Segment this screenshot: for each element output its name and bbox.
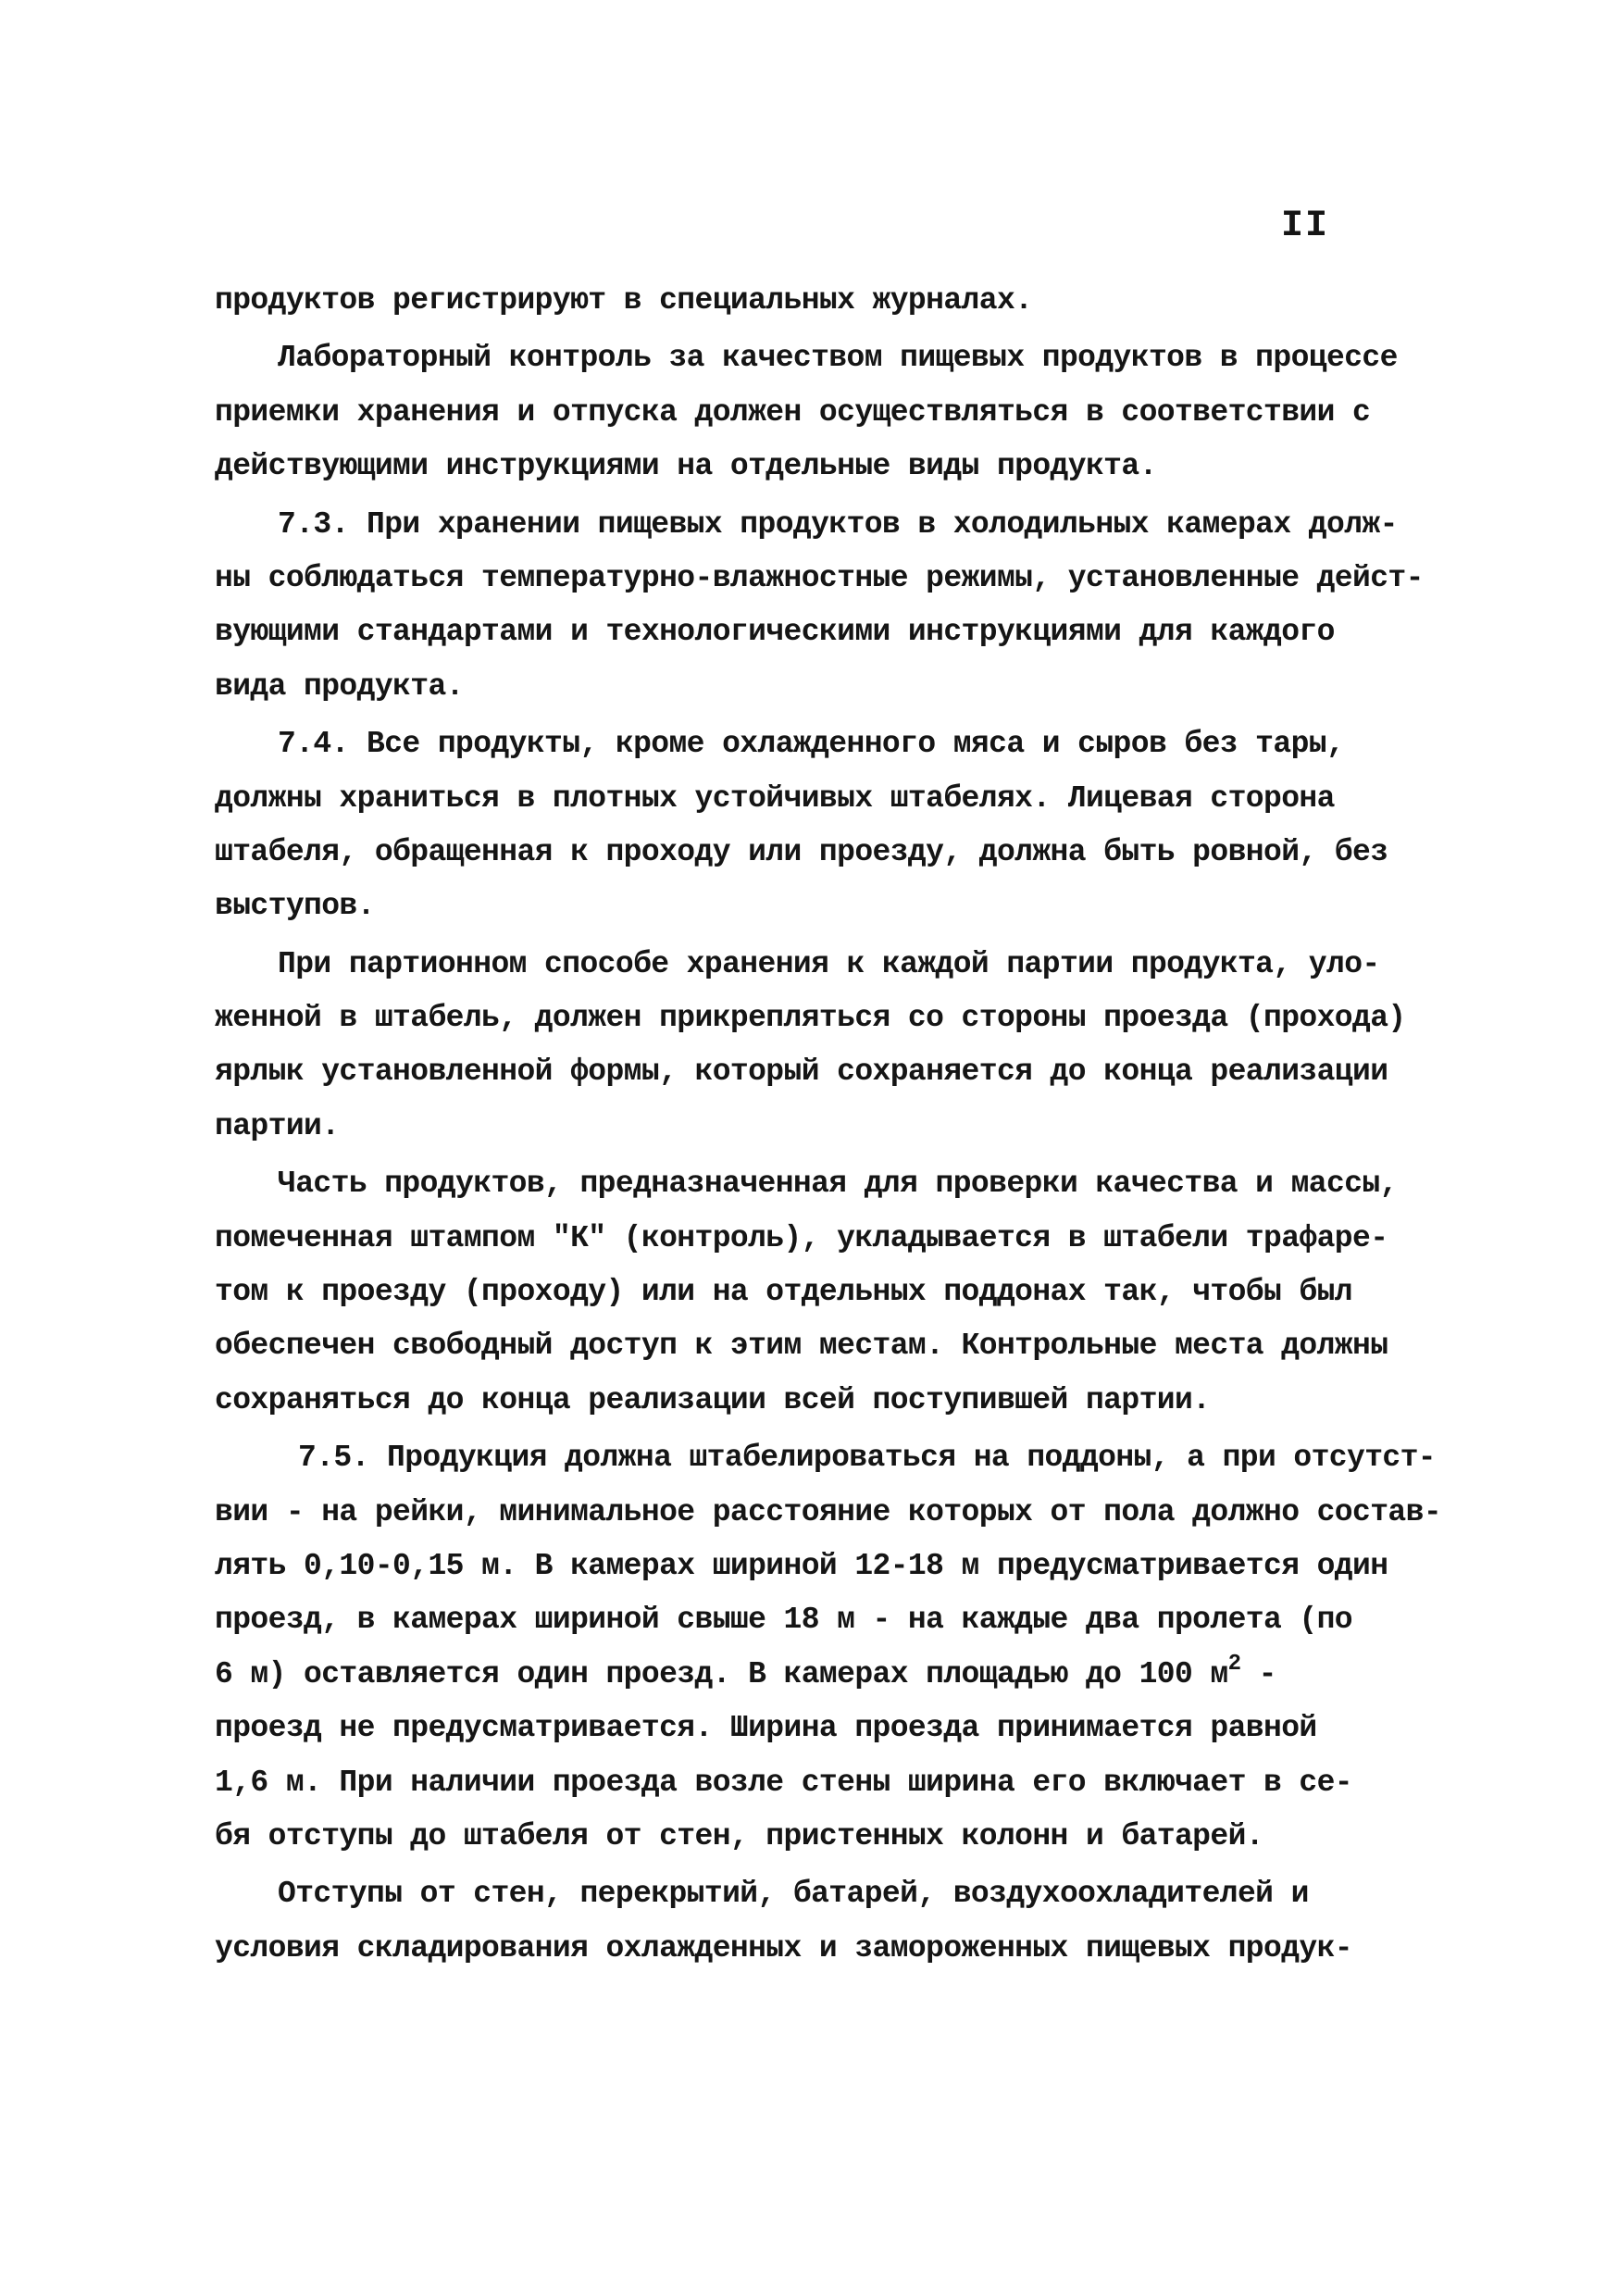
page-number: II — [1281, 206, 1330, 247]
text-line: бя отступы до штабеля от стен, пристенных колонн и батарей. — [215, 1818, 1263, 1853]
text-line: штабеля, обращенная к проходу или проезду, должна быть ровной, без — [215, 834, 1388, 869]
paragraph-1 — [215, 274, 1427, 328]
paragraph-7-5 — [215, 1431, 1442, 1864]
text-line: 7.5. Продукция должна штабелироваться на поддоны, а при отсутст- — [298, 1441, 1437, 1476]
text-line: действующими инструкциями на отдельные виды продукта. — [215, 449, 1157, 484]
area-unit-superscript: 2 — [1227, 1651, 1241, 1677]
paragraph-2 — [215, 331, 1427, 493]
paragraph-7-3 — [215, 498, 1427, 715]
text-line: Часть продуктов, предназначенная для проверки качества и массы, — [278, 1167, 1398, 1202]
text-fragment: 6 м) оставляется один проезд. В камерах площадью до 100 м — [215, 1656, 1228, 1691]
text-line: проезд, в камерах шириной свыше 18 м - на каждые два пролета (по — [215, 1603, 1353, 1638]
text-line: проезд не предусматривается. Ширина проезда принимается равной — [215, 1711, 1317, 1746]
text-line: При партионном способе хранения к каждой партии продукта, уло- — [278, 946, 1380, 981]
text-line: приемки хранения и отпуска должен осуществляться в соответствии с — [215, 394, 1371, 430]
paragraph-batch-storage — [215, 938, 1427, 1154]
text-line: 7.3. При хранении пищевых продуктов в холодильных камерах долж- — [278, 506, 1398, 542]
paragraph-control-products — [215, 1157, 1427, 1428]
text-line: 7.4. Все продукты, кроме охлажденного мяса и сыров без тары, — [278, 727, 1345, 762]
text-line: том к проезду (проходу) или на отдельных поддонах так, чтобы был — [215, 1275, 1353, 1310]
text-line: партии. — [215, 1108, 340, 1143]
text-line: Лабораторный контроль за качеством пищевых продуктов в процессе — [278, 341, 1398, 376]
text-line: 1,6 м. При наличии проезда возле стены ширина его включает в се- — [215, 1765, 1353, 1800]
document-body — [215, 274, 1442, 1976]
text-line: лять 0,10-0,15 м. В камерах шириной 12-18 м предусматривается один — [215, 1548, 1388, 1583]
paragraph-7-4 — [215, 718, 1427, 934]
text-fragment: - — [1240, 1656, 1276, 1691]
text-line-with-superscript — [215, 1648, 1427, 1702]
text-line: вида продукта. — [215, 668, 464, 704]
text-line: обеспечен свободный доступ к этим местам. Контрольные места должны — [215, 1329, 1388, 1364]
text-line: условия складирования охлажденных и замороженных пищевых продук- — [215, 1930, 1353, 1965]
paragraph-offsets — [215, 1867, 1427, 1976]
text-line: помеченная штампом "К" (контроль), укладывается в штабели трафаре- — [215, 1220, 1388, 1255]
text-line: сохраняться до конца реализации всей поступившей партии. — [215, 1382, 1211, 1417]
text-line: вующими стандартами и технологическими инструкциями для каждого — [215, 615, 1335, 650]
text-line: ны соблюдаться температурно-влажностные режимы, установленные дейст- — [215, 560, 1424, 595]
text-line: Отступы от стен, перекрытий, батарей, воздухоохладителей и — [278, 1877, 1309, 1912]
text-line: женной в штабель, должен прикрепляться со стороны проезда (прохода) — [215, 1001, 1406, 1036]
text-line: ярлык установленной формы, который сохраняется до конца реализации — [215, 1054, 1388, 1090]
text-line: должны храниться в плотных устойчивых штабелях. Лицевая сторона — [215, 780, 1335, 816]
text-line: продуктов регистрируют в специальных журналах. — [215, 283, 1033, 318]
text-line: вии - на рейки, минимальное расстояние которых от пола должно состав- — [215, 1494, 1442, 1529]
text-line: выступов. — [215, 889, 375, 924]
